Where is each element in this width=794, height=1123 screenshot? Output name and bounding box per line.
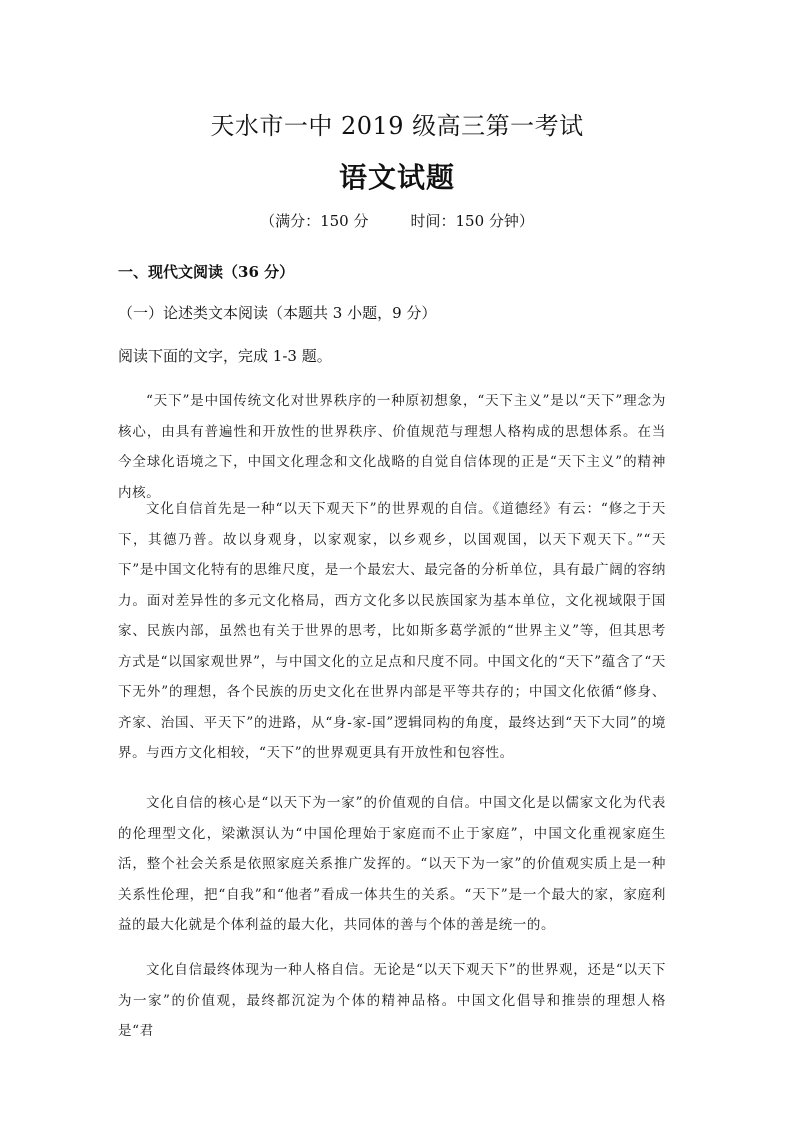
reading-instruction: 阅读下面的文字，完成 1-3 题。 bbox=[118, 347, 332, 365]
section-heading: 一、现代文阅读（36 分） bbox=[118, 263, 295, 281]
passage-paragraph-2: 文化自信首先是一种“以天下观天下”的世界观的自信。《道德经》有云：“修之于天下，其德乃普。故以身观身，以家观家，以乡观乡，以国观国，以天下观天下。”“天下”是中国文化特有的思维尺度，是一个最宏大、最完备的分析单位，具有最广阔的容纳力。面对差异性的多元文化格局，西方文化多以民族国家为基本单位，文化视域限于国家、民族内部，虽然也有关于世界的思考，比如斯多葛学派的“世界主义”等，但其思考方式是“以国家观世界”，与中国文化的立足点和尺度不同。中国文化的“天下”蕴含了“天下无外”的理想，各个民族的历史文化在世界内部是平等共存的；中国文化依循“修身、齐家、治国、平天下”的进路，从“身-家-国”逻辑同构的角度，最终达到“天下大同”的境界。与西方文化相较，“天下”的世界观更具有开放性和包容性。 bbox=[118, 501, 666, 761]
sub-heading: （一）论述类文本阅读（本题共 3 小题，9 分） bbox=[118, 304, 437, 322]
exam-meta bbox=[0, 210, 794, 231]
exam-subtitle: 语文试题 bbox=[338, 161, 455, 194]
exam-title: 天水市一中 2019 级高三第一考试 bbox=[210, 112, 584, 140]
passage-paragraph-1: “天下”是中国传统文化对世界秩序的一种原初想象，“天下主义”是以“天下”理念为核心，由具有普遍性和开放性的世界秩序、价值规范与理想人格构成的思想体系。在当今全球化语境之下，中国文化理念和文化战略的自觉自信体现的正是“天下主义”的精神内核。 bbox=[118, 393, 666, 501]
passage-paragraph-3: 文化自信的核心是“以天下为一家”的价值观的自信。中国文化是以儒家文化为代表的伦理型文化，梁漱溟认为“中国伦理始于家庭而不止于家庭”，中国文化重视家庭生活，整个社会关系是依照家庭关系推广发挥的。“以天下为一家”的价值观实质上是一种关系性伦理，把“自我”和“他者”看成一体共生的关系。“天下”是一个最大的家，家庭利益的最大化就是个体利益的最大化，共同体的善与个体的善是统一的。 bbox=[118, 795, 666, 933]
passage-paragraph-4: 文化自信最终体现为一种人格自信。无论是“以天下观天下”的世界观，还是“以天下为一家”的价值观，最终都沉淀为个体的精神品格。中国文化倡导和推崇的理想人格是“君 bbox=[118, 962, 666, 1039]
exam-time: 时间：150 分钟） bbox=[410, 212, 534, 230]
full-score: （满分：150 分 bbox=[260, 212, 369, 230]
